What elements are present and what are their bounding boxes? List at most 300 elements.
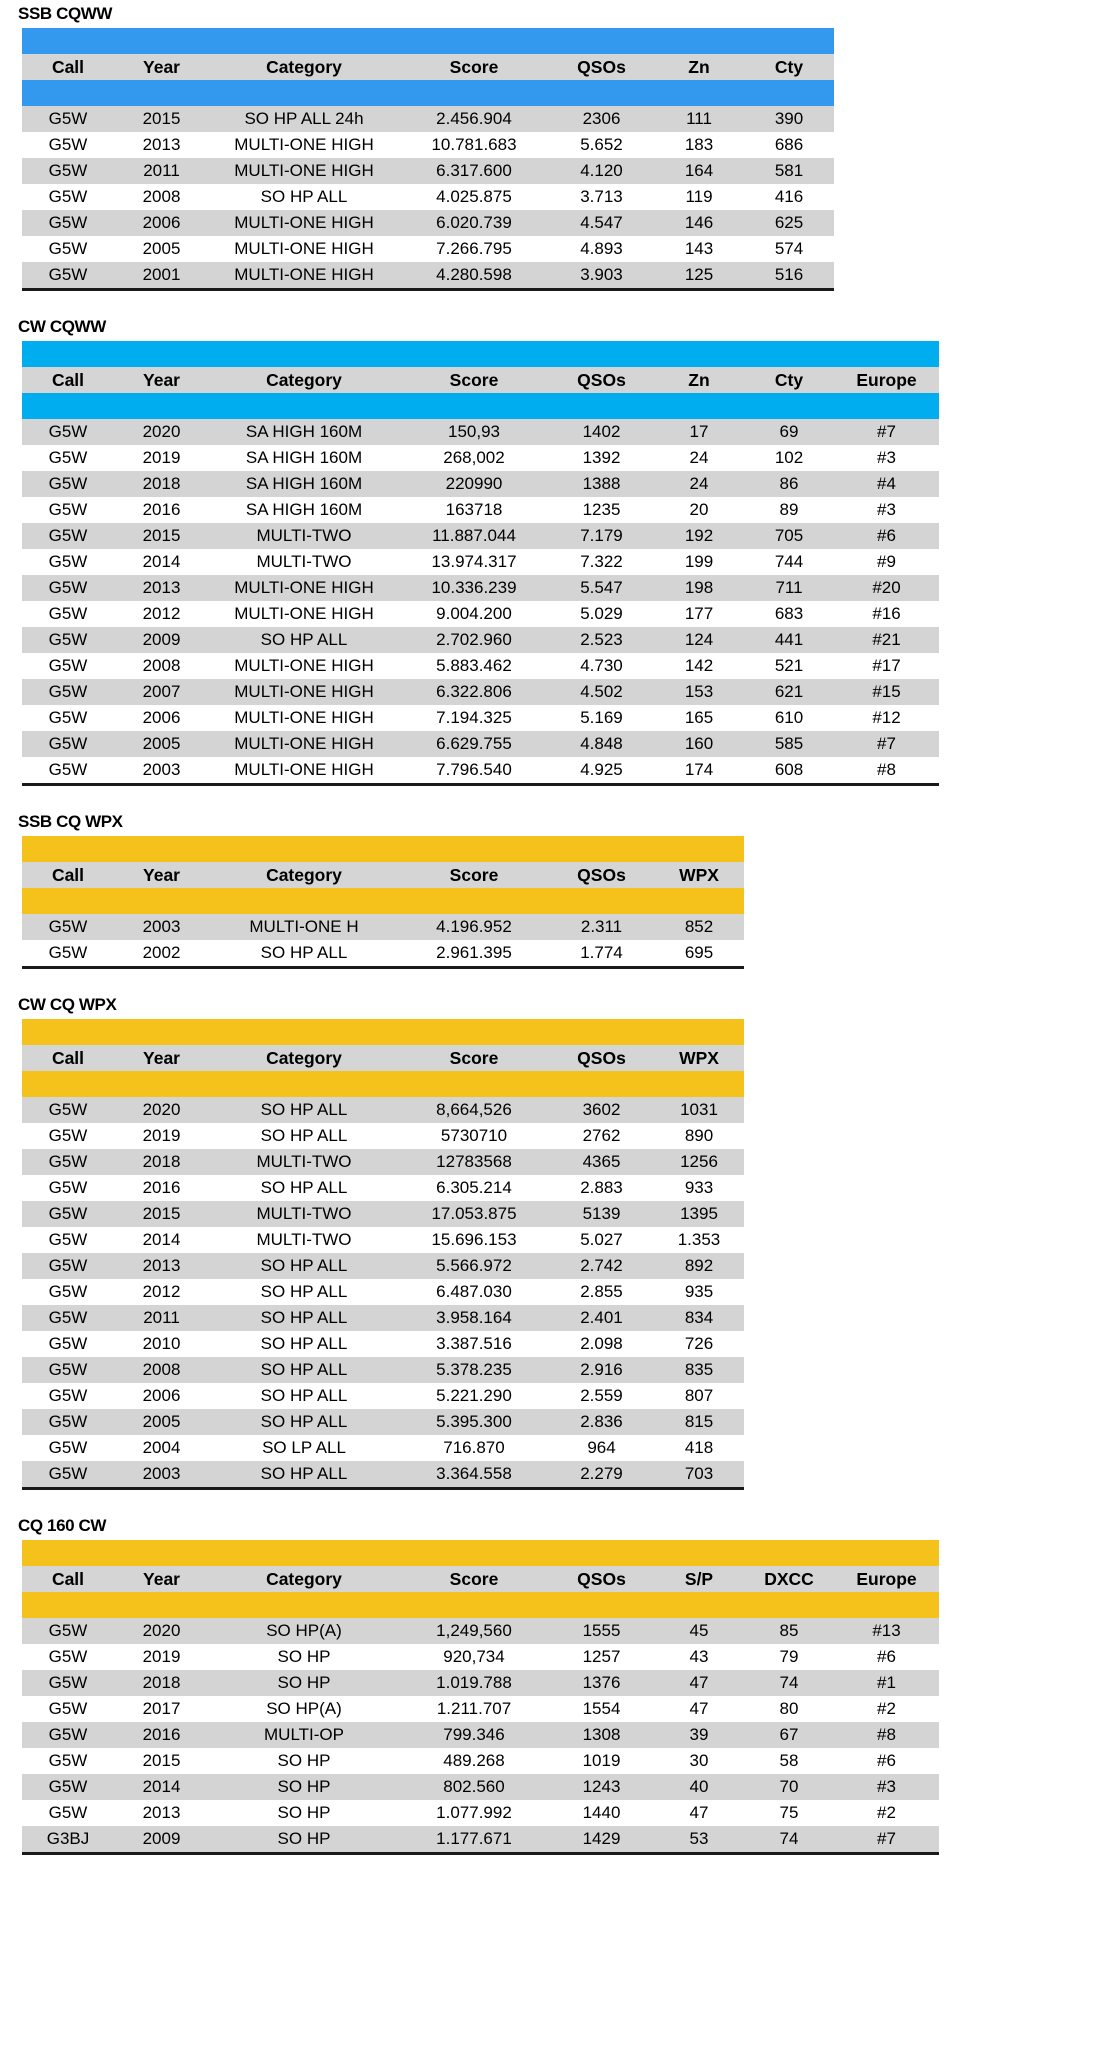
- column-header-zn[interactable]: Zn: [654, 54, 744, 80]
- cell-zn: 17: [654, 419, 744, 445]
- cell-year: 2013: [114, 1253, 209, 1279]
- cell-cty: 390: [744, 106, 834, 132]
- cell-call: G5W: [22, 210, 114, 236]
- column-header-dxcc[interactable]: DXCC: [744, 1566, 834, 1592]
- cell-category: SO HP ALL: [209, 1331, 399, 1357]
- cell-qsos: 5.547: [549, 575, 654, 601]
- section-spacer: [0, 291, 1118, 317]
- cell-qsos: 7.322: [549, 549, 654, 575]
- cell-europe: #6: [834, 523, 939, 549]
- cell-call: G5W: [22, 940, 114, 966]
- results-table: [22, 341, 939, 783]
- header-row: [22, 862, 744, 888]
- cell-wpx: 807: [654, 1383, 744, 1409]
- cell-wpx: 852: [654, 914, 744, 940]
- table-row[interactable]: [22, 1175, 744, 1201]
- cell-s-p: 30: [654, 1748, 744, 1774]
- cell-wpx: 695: [654, 940, 744, 966]
- cell-score: 2.961.395: [399, 940, 549, 966]
- cell-call: G5W: [22, 627, 114, 653]
- column-header-call[interactable]: Call: [22, 367, 114, 393]
- cell-category: SO HP ALL: [209, 1253, 399, 1279]
- cell-category: MULTI-ONE HIGH: [209, 236, 399, 262]
- cell-cty: 705: [744, 523, 834, 549]
- table-row[interactable]: [22, 1644, 939, 1670]
- table-row[interactable]: [22, 940, 744, 966]
- column-header-wpx[interactable]: WPX: [654, 862, 744, 888]
- cell-wpx: 1031: [654, 1097, 744, 1123]
- column-header-wpx[interactable]: WPX: [654, 1045, 744, 1071]
- cell-score: 4.280.598: [399, 262, 549, 288]
- table-header: [22, 341, 939, 419]
- cell-zn: 20: [654, 497, 744, 523]
- table-row[interactable]: [22, 471, 939, 497]
- cell-zn: 153: [654, 679, 744, 705]
- table-row[interactable]: [22, 1097, 744, 1123]
- cell-qsos: 1429: [549, 1826, 654, 1852]
- cell-s-p: 53: [654, 1826, 744, 1852]
- cell-year: 2019: [114, 1123, 209, 1149]
- cell-category: MULTI-TWO: [209, 549, 399, 575]
- accent-bar: [22, 888, 744, 914]
- cell-zn: 111: [654, 106, 744, 132]
- table-row[interactable]: [22, 549, 939, 575]
- cell-category: MULTI-ONE HIGH: [209, 262, 399, 288]
- table-row[interactable]: [22, 523, 939, 549]
- cell-score: 716.870: [399, 1435, 549, 1461]
- cell-year: 2005: [114, 1409, 209, 1435]
- table-row[interactable]: [22, 679, 939, 705]
- cell-europe: #7: [834, 731, 939, 757]
- cell-qsos: 5.027: [549, 1227, 654, 1253]
- cell-call: G5W: [22, 679, 114, 705]
- accent-rule-bottom: [22, 1071, 744, 1097]
- cell-europe: #16: [834, 601, 939, 627]
- table-row[interactable]: [22, 914, 744, 940]
- cell-qsos: 1376: [549, 1670, 654, 1696]
- cell-category: MULTI-ONE HIGH: [209, 731, 399, 757]
- accent-bar: [22, 1540, 939, 1566]
- cell-call: G5W: [22, 1305, 114, 1331]
- section-ssb-cqwpx: [0, 812, 1118, 995]
- cell-cty: 610: [744, 705, 834, 731]
- cell-call: G5W: [22, 1123, 114, 1149]
- cell-score: 4.025.875: [399, 184, 549, 210]
- cell-cty: 89: [744, 497, 834, 523]
- cell-europe: #6: [834, 1644, 939, 1670]
- cell-cty: 686: [744, 132, 834, 158]
- cell-category: SA HIGH 160M: [209, 445, 399, 471]
- cell-cty: 516: [744, 262, 834, 288]
- cell-europe: #8: [834, 1722, 939, 1748]
- section-cw-cqwpx: [0, 995, 1118, 1516]
- cell-call: G5W: [22, 132, 114, 158]
- cell-category: MULTI-ONE HIGH: [209, 679, 399, 705]
- table-row[interactable]: [22, 1800, 939, 1826]
- cell-call: G5W: [22, 262, 114, 288]
- accent-rule-bottom: [22, 1592, 939, 1618]
- cell-dxcc: 80: [744, 1696, 834, 1722]
- cell-zn: 125: [654, 262, 744, 288]
- table-row[interactable]: [22, 210, 834, 236]
- cell-call: G5W: [22, 1201, 114, 1227]
- cell-qsos: 2306: [549, 106, 654, 132]
- accent-rule-bottom: [22, 888, 744, 914]
- cell-call: G5W: [22, 419, 114, 445]
- cell-qsos: 1402: [549, 419, 654, 445]
- cell-wpx: 726: [654, 1331, 744, 1357]
- cell-europe: #7: [834, 1826, 939, 1852]
- cell-year: 2015: [114, 1201, 209, 1227]
- cell-category: SO HP ALL: [209, 1175, 399, 1201]
- cell-score: 268,002: [399, 445, 549, 471]
- table-row[interactable]: [22, 419, 939, 445]
- column-header-call[interactable]: Call: [22, 54, 114, 80]
- cell-score: 220990: [399, 471, 549, 497]
- cell-score: 1.077.992: [399, 1800, 549, 1826]
- cell-category: MULTI-ONE HIGH: [209, 757, 399, 783]
- cell-call: G5W: [22, 445, 114, 471]
- table-row[interactable]: [22, 1618, 939, 1644]
- table-row[interactable]: [22, 1461, 744, 1487]
- column-header-qsos[interactable]: QSOs: [549, 1566, 654, 1592]
- cell-s-p: 45: [654, 1618, 744, 1644]
- cell-category: MULTI-ONE HIGH: [209, 705, 399, 731]
- cell-category: SO HP: [209, 1748, 399, 1774]
- column-header-call[interactable]: Call: [22, 862, 114, 888]
- cell-cty: 86: [744, 471, 834, 497]
- section-ssb-cqww: [0, 4, 1118, 317]
- table-row[interactable]: [22, 705, 939, 731]
- cell-score: 802.560: [399, 1774, 549, 1800]
- cell-score: 2.456.904: [399, 106, 549, 132]
- column-header-cty[interactable]: Cty: [744, 367, 834, 393]
- table-row[interactable]: [22, 158, 834, 184]
- column-header-year[interactable]: Year: [114, 862, 209, 888]
- table-row[interactable]: [22, 757, 939, 783]
- cell-qsos: 1019: [549, 1748, 654, 1774]
- table-row[interactable]: [22, 1305, 744, 1331]
- table-row[interactable]: [22, 1826, 939, 1852]
- cell-qsos: 1243: [549, 1774, 654, 1800]
- cell-qsos: 2.098: [549, 1331, 654, 1357]
- column-header-qsos[interactable]: QSOs: [549, 54, 654, 80]
- cell-call: G5W: [22, 549, 114, 575]
- cell-year: 2020: [114, 1618, 209, 1644]
- table-row[interactable]: [22, 627, 939, 653]
- cell-qsos: 4.848: [549, 731, 654, 757]
- table-row[interactable]: [22, 1670, 939, 1696]
- cell-zn: 119: [654, 184, 744, 210]
- table-row[interactable]: [22, 236, 834, 262]
- cell-call: G5W: [22, 1097, 114, 1123]
- column-header-score[interactable]: Score: [399, 862, 549, 888]
- cell-score: 1.177.671: [399, 1826, 549, 1852]
- cell-score: 920,734: [399, 1644, 549, 1670]
- header-row: [22, 1045, 744, 1071]
- column-header-qsos[interactable]: QSOs: [549, 367, 654, 393]
- accent-bar: [22, 80, 834, 106]
- cell-qsos: 1440: [549, 1800, 654, 1826]
- cell-year: 2012: [114, 601, 209, 627]
- cell-year: 2014: [114, 1774, 209, 1800]
- cell-qsos: 1388: [549, 471, 654, 497]
- column-header-score[interactable]: Score: [399, 367, 549, 393]
- table-row[interactable]: [22, 1722, 939, 1748]
- table-body: [22, 1618, 939, 1852]
- cell-europe: #9: [834, 549, 939, 575]
- header-row: [22, 367, 939, 393]
- cell-wpx: 835: [654, 1357, 744, 1383]
- column-header-qsos[interactable]: QSOs: [549, 1045, 654, 1071]
- cell-call: G5W: [22, 1383, 114, 1409]
- table-row[interactable]: [22, 1279, 744, 1305]
- cell-qsos: 1.774: [549, 940, 654, 966]
- table-row[interactable]: [22, 1383, 744, 1409]
- header-row: [22, 54, 834, 80]
- cell-category: MULTI-TWO: [209, 1227, 399, 1253]
- cell-cty: 585: [744, 731, 834, 757]
- column-header-europe[interactable]: Europe: [834, 367, 939, 393]
- table-row[interactable]: [22, 262, 834, 288]
- cell-score: 7.796.540: [399, 757, 549, 783]
- table-row[interactable]: [22, 1435, 744, 1461]
- table-row[interactable]: [22, 653, 939, 679]
- cell-cty: 608: [744, 757, 834, 783]
- cell-europe: #17: [834, 653, 939, 679]
- column-header-score[interactable]: Score: [399, 1566, 549, 1592]
- cell-call: G5W: [22, 1227, 114, 1253]
- column-header-year[interactable]: Year: [114, 367, 209, 393]
- column-header-cty[interactable]: Cty: [744, 54, 834, 80]
- cell-qsos: 1555: [549, 1618, 654, 1644]
- table-header: [22, 28, 834, 106]
- cell-cty: 441: [744, 627, 834, 653]
- cell-category: SO HP ALL: [209, 1357, 399, 1383]
- table-row[interactable]: [22, 575, 939, 601]
- cell-year: 2020: [114, 419, 209, 445]
- column-header-score[interactable]: Score: [399, 54, 549, 80]
- cell-call: G5W: [22, 1175, 114, 1201]
- cell-score: 17.053.875: [399, 1201, 549, 1227]
- cell-category: MULTI-ONE HIGH: [209, 601, 399, 627]
- cell-score: 8,664,526: [399, 1097, 549, 1123]
- cell-europe: #1: [834, 1670, 939, 1696]
- cell-category: SO HP(A): [209, 1618, 399, 1644]
- cell-year: 2008: [114, 184, 209, 210]
- cell-wpx: 890: [654, 1123, 744, 1149]
- cell-call: G5W: [22, 601, 114, 627]
- column-header-category[interactable]: Category: [209, 1566, 399, 1592]
- column-header-category[interactable]: Category: [209, 54, 399, 80]
- cell-category: SO HP ALL: [209, 1383, 399, 1409]
- column-header-qsos[interactable]: QSOs: [549, 862, 654, 888]
- accent-bar: [22, 341, 939, 367]
- cell-score: 13.974.317: [399, 549, 549, 575]
- column-header-year[interactable]: Year: [114, 1045, 209, 1071]
- cell-call: G5W: [22, 1670, 114, 1696]
- table-row[interactable]: [22, 1201, 744, 1227]
- cell-dxcc: 79: [744, 1644, 834, 1670]
- cell-europe: #4: [834, 471, 939, 497]
- column-header-call[interactable]: Call: [22, 1566, 114, 1592]
- cell-call: G3BJ: [22, 1826, 114, 1852]
- accent-rule-top: [22, 1540, 939, 1566]
- cell-score: 3.364.558: [399, 1461, 549, 1487]
- cell-qsos: 2.855: [549, 1279, 654, 1305]
- cell-cty: 102: [744, 445, 834, 471]
- table-row[interactable]: [22, 1357, 744, 1383]
- cell-zn: 199: [654, 549, 744, 575]
- cell-year: 2011: [114, 158, 209, 184]
- cell-dxcc: 85: [744, 1618, 834, 1644]
- accent-rule-top: [22, 28, 834, 54]
- cell-wpx: 892: [654, 1253, 744, 1279]
- cell-category: SO HP: [209, 1670, 399, 1696]
- column-header-europe[interactable]: Europe: [834, 1566, 939, 1592]
- cell-cty: 416: [744, 184, 834, 210]
- cell-cty: 683: [744, 601, 834, 627]
- cell-call: G5W: [22, 1331, 114, 1357]
- cell-qsos: 2.916: [549, 1357, 654, 1383]
- cell-europe: #3: [834, 445, 939, 471]
- accent-rule-top: [22, 1019, 744, 1045]
- column-header-category[interactable]: Category: [209, 1045, 399, 1071]
- table-row[interactable]: [22, 1253, 744, 1279]
- cell-wpx: 1395: [654, 1201, 744, 1227]
- table-row[interactable]: [22, 731, 939, 757]
- cell-year: 2013: [114, 1800, 209, 1826]
- cell-category: MULTI-TWO: [209, 1149, 399, 1175]
- cell-category: SO HP ALL 24h: [209, 106, 399, 132]
- table-body: [22, 914, 744, 966]
- table-row[interactable]: [22, 1409, 744, 1435]
- cell-year: 2012: [114, 1279, 209, 1305]
- header-row: [22, 1566, 939, 1592]
- cell-europe: #12: [834, 705, 939, 731]
- cell-wpx: 815: [654, 1409, 744, 1435]
- cell-year: 2019: [114, 1644, 209, 1670]
- cell-wpx: 933: [654, 1175, 744, 1201]
- cell-s-p: 47: [654, 1670, 744, 1696]
- results-table: [22, 28, 834, 288]
- accent-rule-top: [22, 341, 939, 367]
- table-row[interactable]: [22, 1696, 939, 1722]
- cell-score: 4.196.952: [399, 914, 549, 940]
- cell-score: 489.268: [399, 1748, 549, 1774]
- cell-year: 2008: [114, 1357, 209, 1383]
- table-row[interactable]: [22, 132, 834, 158]
- cell-year: 2003: [114, 757, 209, 783]
- table-body: [22, 1097, 744, 1487]
- accent-bar: [22, 836, 744, 862]
- table-row[interactable]: [22, 184, 834, 210]
- cell-s-p: 40: [654, 1774, 744, 1800]
- cell-europe: #7: [834, 419, 939, 445]
- cell-score: 3.958.164: [399, 1305, 549, 1331]
- column-header-category[interactable]: Category: [209, 367, 399, 393]
- cell-score: 5.883.462: [399, 653, 549, 679]
- cell-category: MULTI-TWO: [209, 1201, 399, 1227]
- cell-call: G5W: [22, 1722, 114, 1748]
- cell-score: 11.887.044: [399, 523, 549, 549]
- cell-score: 3.387.516: [399, 1331, 549, 1357]
- table-row[interactable]: [22, 497, 939, 523]
- cell-call: G5W: [22, 1748, 114, 1774]
- table-row[interactable]: [22, 1149, 744, 1175]
- cell-year: 2006: [114, 210, 209, 236]
- cell-category: MULTI-ONE HIGH: [209, 575, 399, 601]
- table-row[interactable]: [22, 601, 939, 627]
- column-header-call[interactable]: Call: [22, 1045, 114, 1071]
- cell-zn: 183: [654, 132, 744, 158]
- cell-qsos: 2.279: [549, 1461, 654, 1487]
- table-row[interactable]: [22, 1123, 744, 1149]
- column-header-year[interactable]: Year: [114, 54, 209, 80]
- cell-year: 2018: [114, 1149, 209, 1175]
- column-header-s-p[interactable]: S/P: [654, 1566, 744, 1592]
- cell-category: SO HP ALL: [209, 940, 399, 966]
- table-row[interactable]: [22, 1748, 939, 1774]
- table-row[interactable]: [22, 1774, 939, 1800]
- cell-cty: 574: [744, 236, 834, 262]
- column-header-category[interactable]: Category: [209, 862, 399, 888]
- cell-s-p: 47: [654, 1696, 744, 1722]
- cell-year: 2001: [114, 262, 209, 288]
- cell-zn: 142: [654, 653, 744, 679]
- cell-year: 2018: [114, 1670, 209, 1696]
- cell-category: SA HIGH 160M: [209, 471, 399, 497]
- column-header-score[interactable]: Score: [399, 1045, 549, 1071]
- cell-call: G5W: [22, 1253, 114, 1279]
- table-row[interactable]: [22, 106, 834, 132]
- cell-qsos: 5.169: [549, 705, 654, 731]
- cell-call: G5W: [22, 1618, 114, 1644]
- table-row[interactable]: [22, 1227, 744, 1253]
- table-body: [22, 419, 939, 783]
- results-table: [22, 1540, 939, 1852]
- cell-category: SA HIGH 160M: [209, 419, 399, 445]
- cell-category: MULTI-ONE HIGH: [209, 210, 399, 236]
- cell-dxcc: 58: [744, 1748, 834, 1774]
- cell-cty: 69: [744, 419, 834, 445]
- cell-call: G5W: [22, 471, 114, 497]
- cell-year: 2003: [114, 1461, 209, 1487]
- cell-score: 7.266.795: [399, 236, 549, 262]
- section-spacer: [0, 786, 1118, 812]
- cell-score: 10.336.239: [399, 575, 549, 601]
- results-table: [22, 836, 744, 966]
- column-header-year[interactable]: Year: [114, 1566, 209, 1592]
- cell-europe: #3: [834, 497, 939, 523]
- section-title: CW CQWW: [18, 317, 106, 336]
- accent-rule-bottom: [22, 393, 939, 419]
- cell-year: 2017: [114, 1696, 209, 1722]
- cell-s-p: 39: [654, 1722, 744, 1748]
- cell-s-p: 47: [654, 1800, 744, 1826]
- column-header-zn[interactable]: Zn: [654, 367, 744, 393]
- cell-zn: 24: [654, 445, 744, 471]
- cell-score: 12783568: [399, 1149, 549, 1175]
- table-row[interactable]: [22, 445, 939, 471]
- cell-year: 2014: [114, 1227, 209, 1253]
- cell-wpx: 418: [654, 1435, 744, 1461]
- section-spacer: [0, 969, 1118, 995]
- cell-call: G5W: [22, 1696, 114, 1722]
- cell-qsos: 2.883: [549, 1175, 654, 1201]
- cell-score: 1,249,560: [399, 1618, 549, 1644]
- table-row[interactable]: [22, 1331, 744, 1357]
